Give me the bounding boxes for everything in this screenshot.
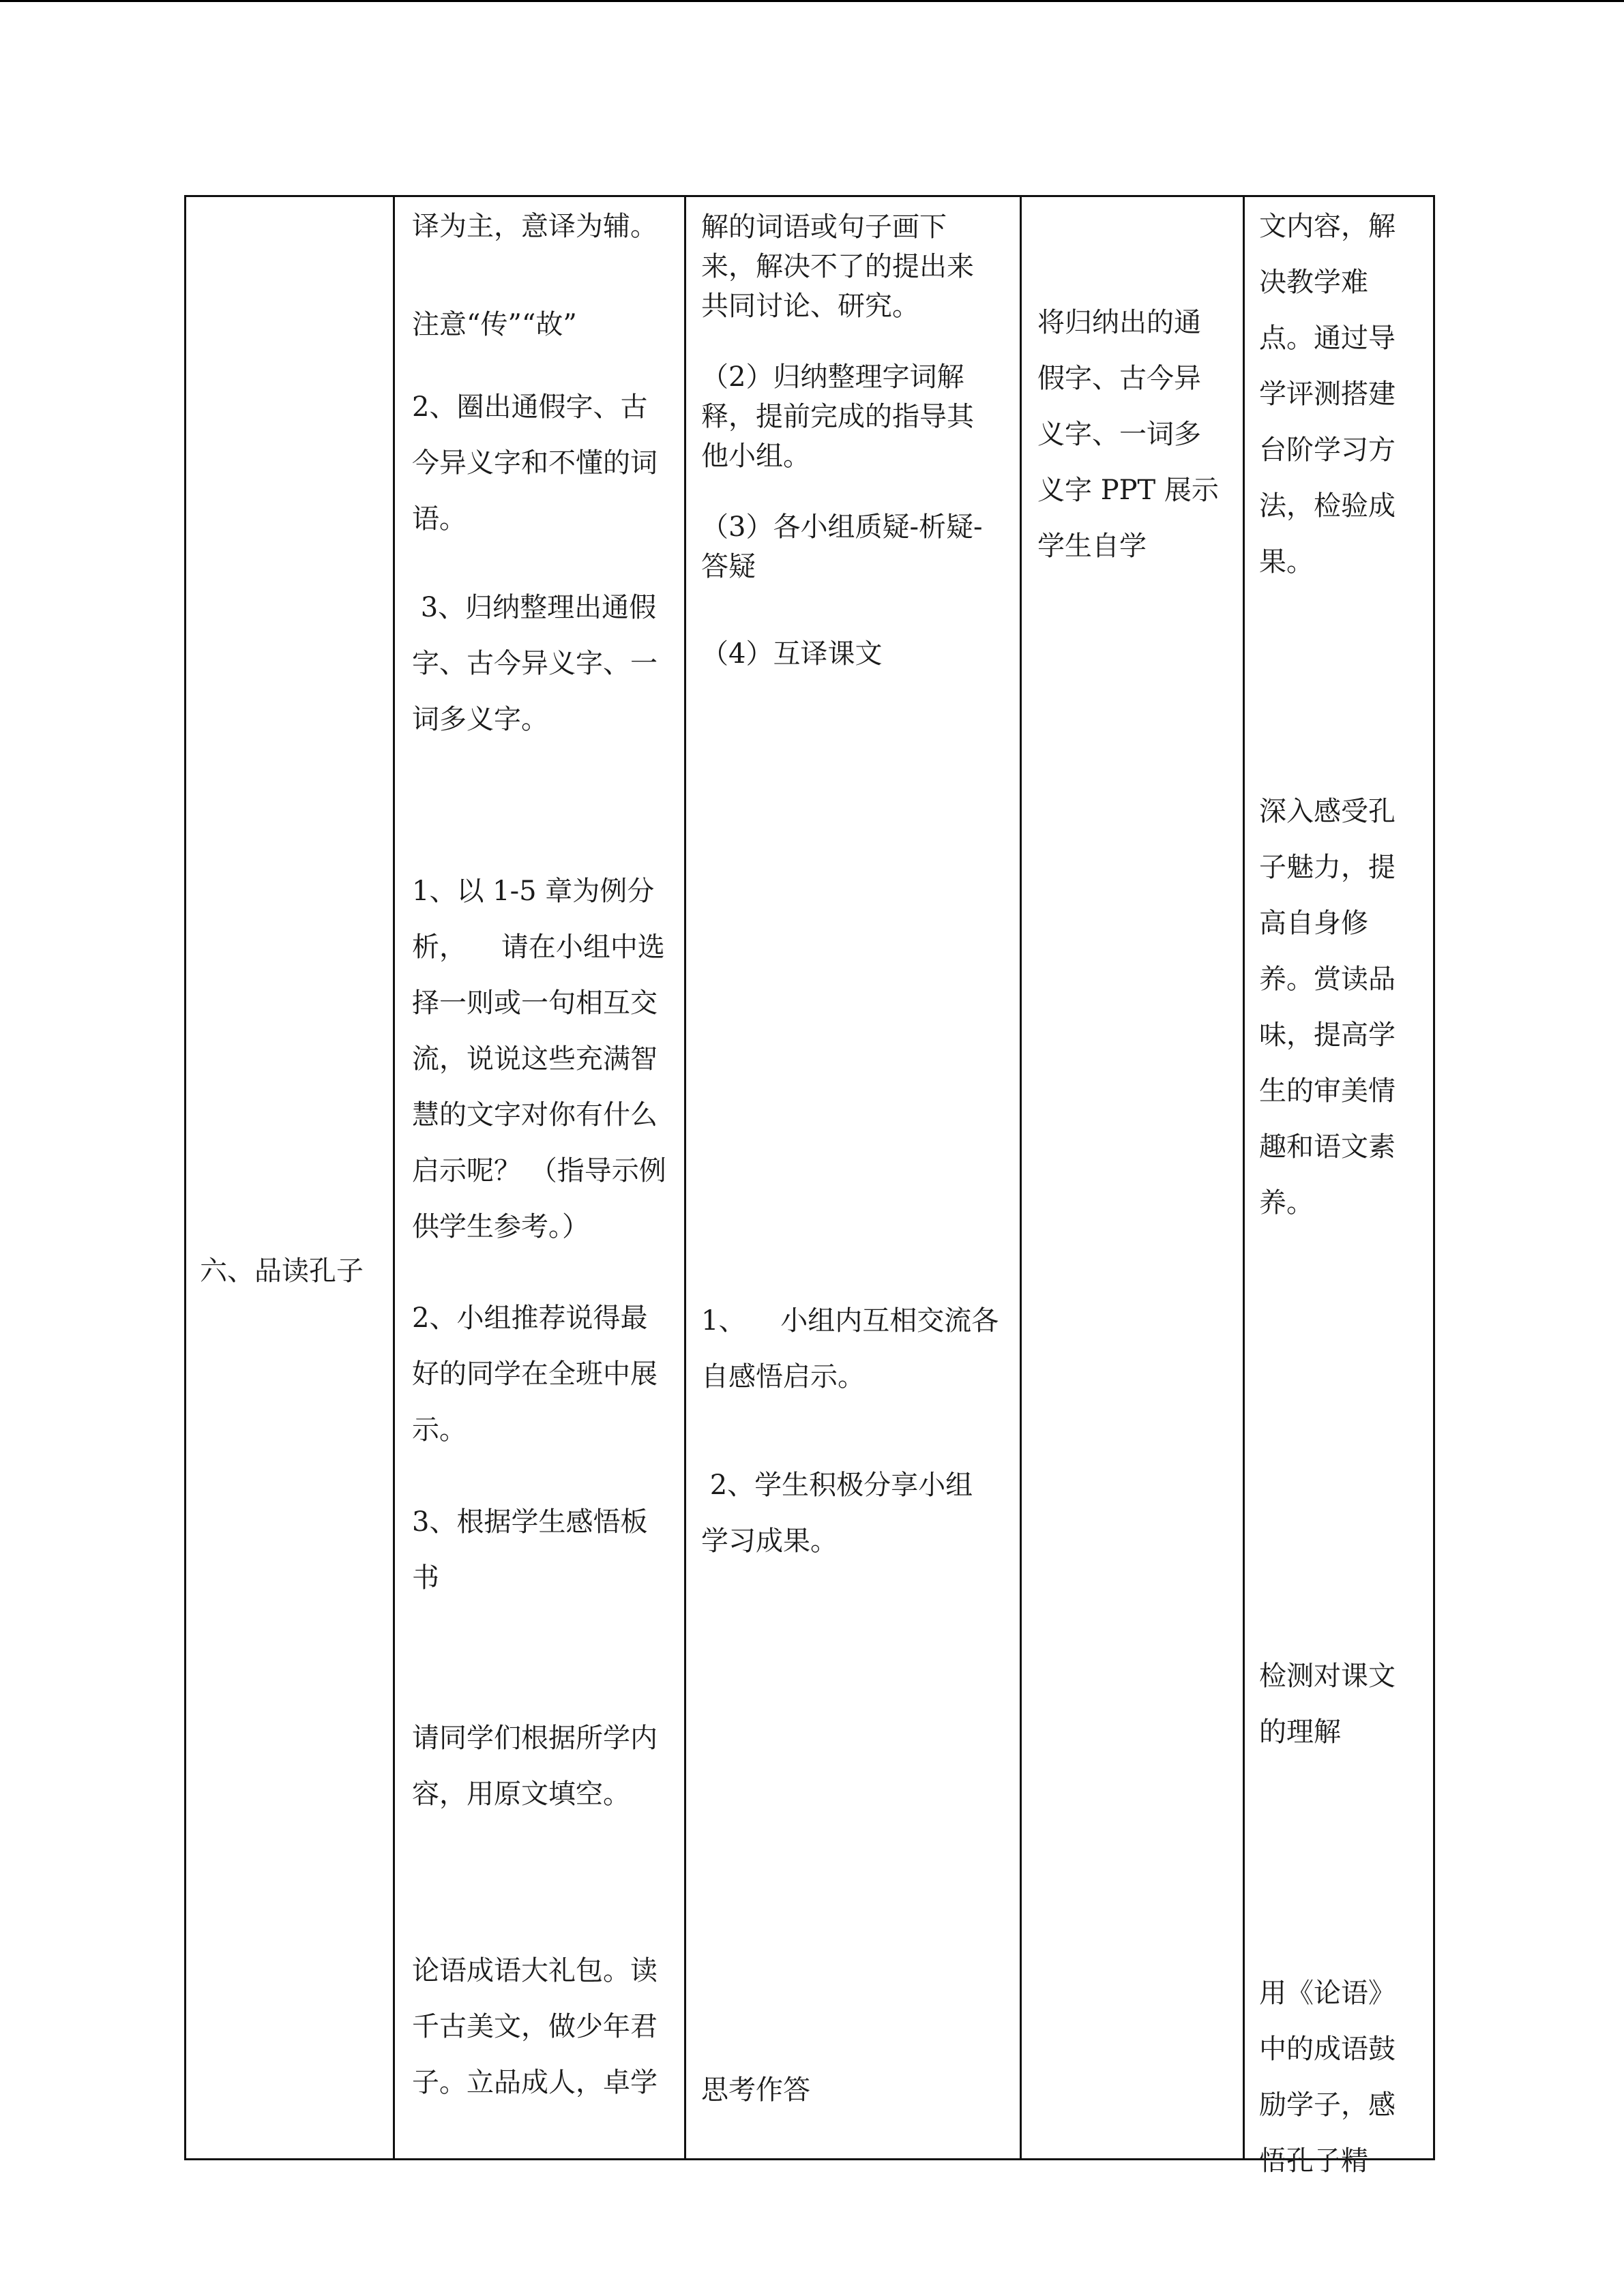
intent-text-3: 检测对课文 的理解 (1259, 1660, 1396, 1748)
page-top-rule (0, 0, 1624, 2)
intent-text-4: 用《论语》 中的成语鼓 励学子，感 悟孔子精 (1259, 1978, 1396, 2177)
teacher-text-5: 1、以 1-5 章为例分 析， 请在小组中选 择一则或一句相互交 流，说说这些充满智 慧的文字对你有什么 启示呢？ （指导示例 供学生参考。） (412, 876, 666, 1242)
stage-label: 六、品读孔子 (200, 1255, 364, 1287)
lesson-plan-table (184, 195, 1435, 2177)
media-text-1: 将归纳出的通 假字、古今异 义字、一词多 义字 PPT 展示 学生自学 (1037, 307, 1219, 562)
teacher-text-1: 译为主，意译为辅。 (412, 211, 658, 242)
teacher-text-6: 2、小组推荐说得最 好的同学在全班中展 示。 (412, 1302, 658, 1446)
student-text-7: 思考作答 (701, 2074, 810, 2106)
intent-text-1: 文内容，解 决教学难 点。通过导 学评测搭建 台阶学习方 法，检验成 果。 (1259, 211, 1396, 578)
student-text-5: 1、 小组内互相交流各 自感悟启示。 (701, 1305, 999, 1392)
teacher-text-7: 3、根据学生感悟板 书 (412, 1506, 648, 1594)
student-text-3: （3）各小组质疑-析疑- 答疑 (701, 511, 983, 582)
teacher-text-4: 3、归纳整理出通假 字、古今异义字、一 词多义字。 (412, 592, 658, 735)
intent-text-2: 深入感受孔 子魅力，提 高自身修 养。赏读品 味，提高学 生的审美情 趣和语文素 养。 (1259, 796, 1396, 1219)
student-activity-column (684, 197, 1020, 2158)
teacher-text-2: 注意“传”“故” (412, 309, 577, 340)
student-text-2: （2）归纳整理字词解 释，提前完成的指导其 他小组。 (701, 361, 974, 472)
student-text-1: 解的词语或句子画下 来，解决不了的提出来 共同讨论、研究。 (701, 211, 974, 322)
media-column (1020, 197, 1243, 2158)
intent-column (1243, 197, 1435, 2177)
teacher-text-3: 2、圈出通假字、古 今异义字和不懂的词 语。 (412, 391, 658, 535)
teacher-text-9: 论语成语大礼包。读 千古美文，做少年君 子。立品成人，卓学 (412, 1955, 658, 2098)
student-text-6: 2、学生积极分享小组 学习成果。 (701, 1470, 973, 1557)
student-text-4: （4）互译课文 (701, 638, 883, 670)
stage-column (186, 197, 393, 2158)
teacher-text-8: 请同学们根据所学内 容，用原文填空。 (412, 1723, 658, 1810)
teacher-activity-column (393, 197, 684, 2158)
